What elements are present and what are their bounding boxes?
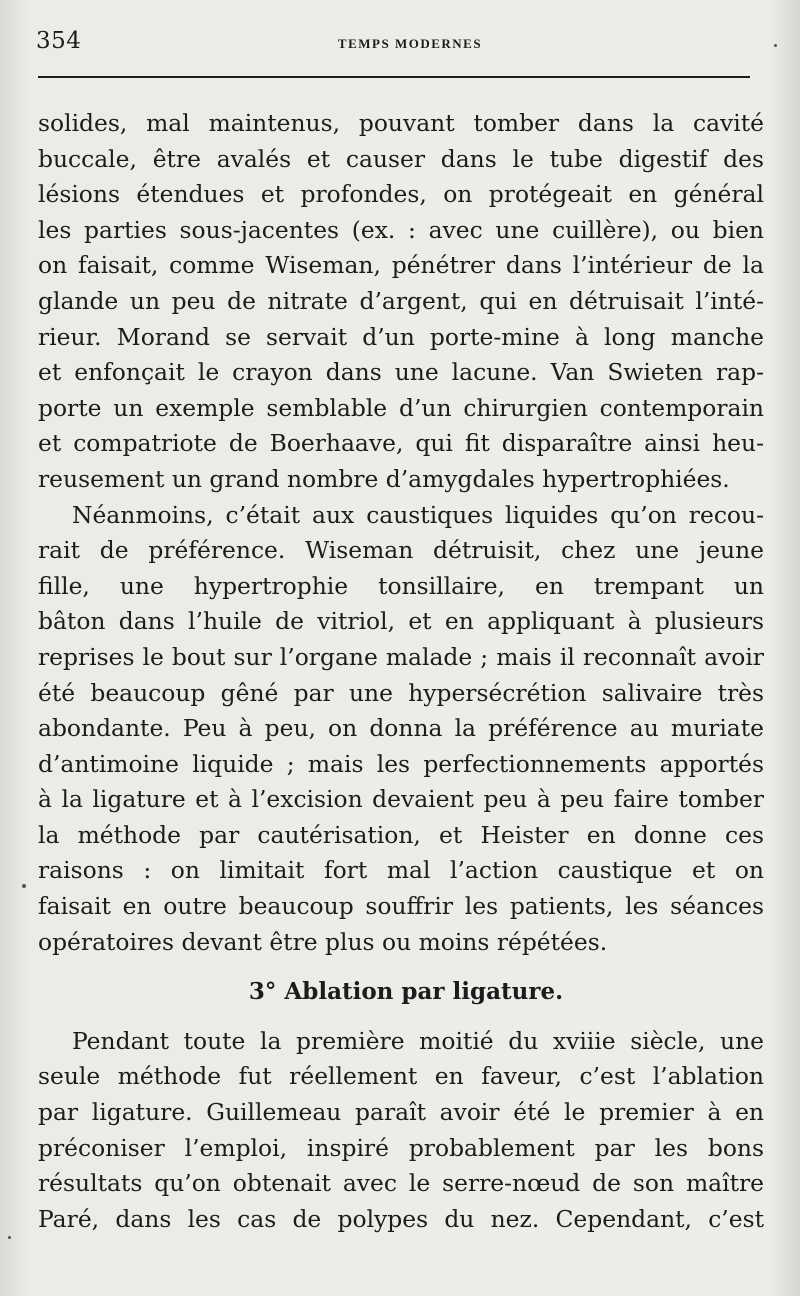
running-title: TEMPS MODERNES: [337, 36, 483, 51]
text-line: rait de préférence. Wiseman détruisit, chez une jeune: [38, 536, 764, 565]
text-line: on faisait, comme Wiseman, pénétrer dans l’intérieur de la: [38, 251, 764, 280]
header-rule: [38, 76, 750, 78]
page-number: 354: [36, 28, 82, 54]
text-line: seule méthode fut réellement en faveur, c’est l’ablation: [38, 1062, 764, 1091]
text-line: reprises le bout sur l’organe malade ; mais il reconnaît avoir: [38, 642, 764, 671]
paper-speck: [8, 1236, 11, 1239]
paper-speck: [774, 44, 777, 47]
text-line: d’antimoine liquide ; mais les perfectionnements apportés: [38, 749, 764, 778]
text-line: solides, mal maintenus, pouvant tomber dans la cavité: [38, 109, 764, 137]
text-line: les parties sous-jacentes (ex. : avec une cuillère), ou bien: [38, 215, 764, 244]
text-line: raisons : on limitait fort mal l’action caustique et on: [38, 856, 764, 885]
paragraph-start-line: Néanmoins, c’était aux caustiques liquides qu’on recou-: [72, 500, 764, 529]
text-line: par ligature. Guillemeau paraît avoir été le premier à en: [38, 1098, 764, 1127]
text-line: à la ligature et à l’excision devaient peu à peu faire tomber: [38, 785, 764, 814]
paragraph-start-line: Pendant toute la première moitié du xviiie siècle, une: [72, 1026, 764, 1055]
text-line: faisait en outre beaucoup souffrir les patients, les séances: [38, 892, 764, 921]
text-line: préconiser l’emploi, inspiré probablement par les bons: [38, 1133, 764, 1162]
text-line: glande un peu de nitrate d’argent, qui en détruisait l’inté-: [38, 286, 764, 315]
text-line: bâton dans l’huile de vitriol, et en appliquant à plusieurs: [38, 607, 764, 636]
body-text: [38, 106, 764, 1237]
text-line: porte un exemple semblable d’un chirurgien contemporain: [38, 393, 764, 422]
text-line: rieur. Morand se servait d’un porte-mine à long manche: [38, 322, 764, 351]
text-line: et enfonçait le crayon dans une lacune. Van Swieten rap-: [38, 358, 764, 387]
text-line: opératoires devant être plus ou moins répétées.: [38, 927, 608, 956]
text-line: Paré, dans les cas de polypes du nez. Cependant, c’est: [38, 1204, 764, 1233]
paper-speck: [22, 884, 26, 888]
text-line: abondante. Peu à peu, on donna la préférence au muriate: [38, 714, 764, 743]
text-line: et compatriote de Boerhaave, qui fit disparaître ainsi heu-: [38, 429, 764, 458]
text-line: résultats qu’on obtenait avec le serre-nœud de son maître: [38, 1169, 764, 1198]
text-line: lésions étendues et profondes, on protégeait en général: [38, 180, 764, 209]
section-heading: 3° Ablation par ligature.: [248, 978, 564, 1006]
running-head: [0, 0, 800, 80]
text-line: reusement un grand nombre d’amygdales hypertrophiées.: [38, 464, 730, 493]
text-line: fille, une hypertrophie tonsillaire, en trempant un: [38, 571, 764, 600]
text-line: buccale, être avalés et causer dans le tube digestif des: [38, 144, 764, 173]
text-line: été beaucoup gêné par une hypersécrétion salivaire très: [38, 678, 764, 707]
text-line: la méthode par cautérisation, et Heister en donne ces: [38, 820, 764, 849]
